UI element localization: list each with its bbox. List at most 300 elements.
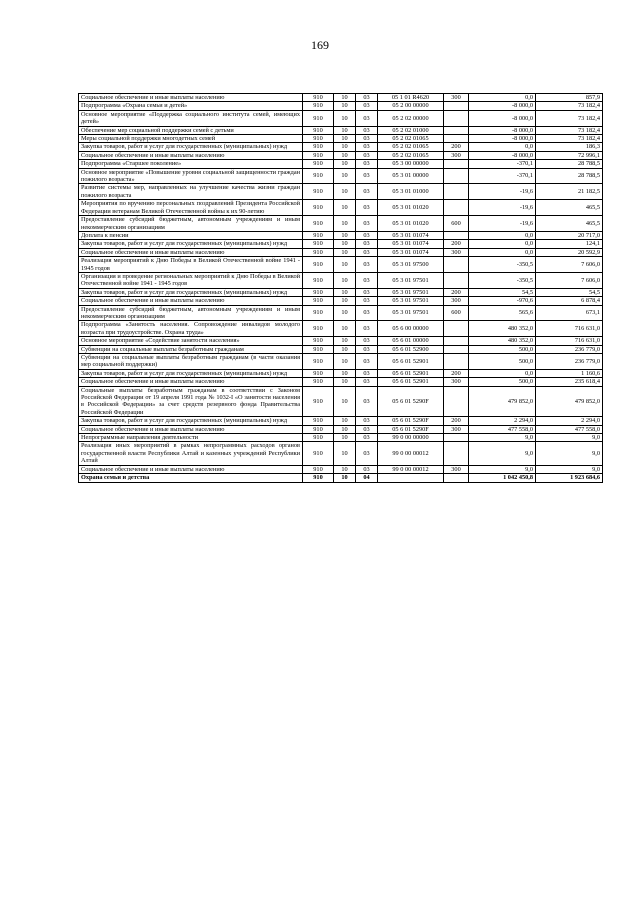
row-subsection-cell: 03 [356, 345, 378, 353]
row-name-cell: Закупка товаров, работ и услуг для государственных (муниципальных) нужд [79, 143, 303, 151]
row-target-article-cell: 05 3 01 01074 [378, 231, 444, 239]
table-row [79, 297, 603, 305]
row-target-article-cell: 99 0 00 00012 [378, 465, 444, 473]
row-glava-cell: 910 [303, 321, 334, 337]
row-subsection-cell: 03 [356, 102, 378, 110]
row-glava-cell: 910 [303, 168, 334, 184]
row-change-amount-cell: 500,0 [469, 345, 536, 353]
table-row [79, 288, 603, 296]
row-subsection-cell: 03 [356, 354, 378, 370]
row-target-article-cell: 05 6 01 52901 [378, 369, 444, 377]
row-total-amount-cell: 124,1 [536, 240, 603, 248]
row-section-cell: 10 [334, 135, 356, 143]
row-target-article-cell: 05 2 02 01065 [378, 151, 444, 159]
row-subsection-cell: 03 [356, 135, 378, 143]
row-name-cell: Меры социальной поддержки многодетных семей [79, 135, 303, 143]
row-subsection-cell: 03 [356, 110, 378, 126]
table-row [79, 425, 603, 433]
row-name-cell: Субвенции на социальные выплаты безработным гражданам [79, 345, 303, 353]
row-section-cell: 10 [334, 216, 356, 232]
row-name-cell: Социальное обеспечение и иные выплаты населению [79, 94, 303, 102]
table-row [79, 345, 603, 353]
row-expense-type-cell [444, 110, 469, 126]
row-name-cell: Основное мероприятие «Повышение уровня социальной защищенности граждан пожилого возраста» [79, 168, 303, 184]
row-glava-cell: 910 [303, 200, 334, 216]
row-name-cell: Доплата к пенсии [79, 231, 303, 239]
row-glava-cell: 910 [303, 94, 334, 102]
row-expense-type-cell [444, 160, 469, 168]
row-name-cell: Развитие системы мер, направленных на улучшение качества жизни граждан пожилого возраста [79, 184, 303, 200]
row-name-cell: Подпрограмма «Занятость населения. Сопровождение инвалидов молодого возраста при трудоустройстве. Охрана труда» [79, 321, 303, 337]
table-row [79, 305, 603, 321]
row-subsection-cell: 03 [356, 184, 378, 200]
row-change-amount-cell: -19,6 [469, 184, 536, 200]
budget-table-body [79, 94, 603, 483]
row-section-cell: 10 [334, 240, 356, 248]
row-name-cell: Социальное обеспечение и иные выплаты населению [79, 378, 303, 386]
row-glava-cell: 910 [303, 151, 334, 159]
row-glava-cell: 910 [303, 434, 334, 442]
row-total-amount-cell: 1 923 684,6 [536, 474, 603, 482]
row-glava-cell: 910 [303, 417, 334, 425]
row-expense-type-cell [444, 442, 469, 465]
row-expense-type-cell [444, 184, 469, 200]
row-section-cell: 10 [334, 94, 356, 102]
row-subsection-cell: 03 [356, 240, 378, 248]
row-subsection-cell: 03 [356, 305, 378, 321]
table-row [79, 231, 603, 239]
table-row [79, 337, 603, 345]
row-glava-cell: 910 [303, 231, 334, 239]
row-target-article-cell: 05 2 02 00000 [378, 110, 444, 126]
row-expense-type-cell [444, 321, 469, 337]
row-change-amount-cell: 9,0 [469, 465, 536, 473]
row-name-cell: Социальное обеспечение и иные выплаты населению [79, 248, 303, 256]
row-change-amount-cell: -8 000,0 [469, 135, 536, 143]
row-name-cell: Закупка товаров, работ и услуг для государственных (муниципальных) нужд [79, 417, 303, 425]
table-row [79, 257, 603, 273]
row-subsection-cell: 03 [356, 200, 378, 216]
row-section-cell: 10 [334, 369, 356, 377]
row-section-cell: 10 [334, 297, 356, 305]
row-total-amount-cell: 1 160,6 [536, 369, 603, 377]
row-glava-cell: 910 [303, 378, 334, 386]
row-glava-cell: 910 [303, 354, 334, 370]
row-glava-cell: 910 [303, 442, 334, 465]
row-change-amount-cell: 2 294,0 [469, 417, 536, 425]
row-change-amount-cell: 500,0 [469, 378, 536, 386]
row-change-amount-cell: -8 000,0 [469, 126, 536, 134]
row-section-cell: 10 [334, 102, 356, 110]
row-subsection-cell: 03 [356, 321, 378, 337]
row-target-article-cell: 05 6 01 52901 [378, 354, 444, 370]
row-change-amount-cell: 0,0 [469, 240, 536, 248]
row-target-article-cell: 05 2 02 01065 [378, 135, 444, 143]
page-number: 169 [311, 38, 329, 52]
table-row [79, 369, 603, 377]
row-target-article-cell: 05 6 01 5290F [378, 425, 444, 433]
row-total-amount-cell: 465,5 [536, 216, 603, 232]
row-change-amount-cell: 54,5 [469, 288, 536, 296]
row-glava-cell: 910 [303, 216, 334, 232]
row-expense-type-cell: 600 [444, 216, 469, 232]
row-total-amount-cell: 857,9 [536, 94, 603, 102]
row-total-amount-cell: 2 294,0 [536, 417, 603, 425]
row-total-amount-cell: 54,5 [536, 288, 603, 296]
row-glava-cell: 910 [303, 337, 334, 345]
row-section-cell: 10 [334, 474, 356, 482]
row-total-amount-cell: 73 182,4 [536, 110, 603, 126]
row-name-cell: Социальное обеспечение и иные выплаты населению [79, 465, 303, 473]
row-subsection-cell: 03 [356, 297, 378, 305]
row-glava-cell: 910 [303, 305, 334, 321]
row-section-cell: 10 [334, 434, 356, 442]
row-total-amount-cell: 9,0 [536, 434, 603, 442]
row-name-cell: Закупка товаров, работ и услуг для государственных (муниципальных) нужд [79, 288, 303, 296]
row-change-amount-cell: 479 852,0 [469, 386, 536, 417]
row-change-amount-cell: 500,0 [469, 354, 536, 370]
row-total-amount-cell: 9,0 [536, 465, 603, 473]
row-name-cell: Субвенции на социальные выплаты безработным гражданам (в части оказания мер социальной поддержки) [79, 354, 303, 370]
row-expense-type-cell [444, 126, 469, 134]
row-total-amount-cell: 20 592,9 [536, 248, 603, 256]
row-change-amount-cell: 1 042 450,8 [469, 474, 536, 482]
row-expense-type-cell: 300 [444, 297, 469, 305]
row-name-cell: Охрана семьи и детства [79, 474, 303, 482]
row-target-article-cell: 05 3 01 01074 [378, 248, 444, 256]
row-name-cell: Обеспечение мер социальной поддержки семей с детьми [79, 126, 303, 134]
row-change-amount-cell: -350,5 [469, 272, 536, 288]
row-total-amount-cell: 479 852,0 [536, 386, 603, 417]
row-target-article-cell: 05 3 01 97500 [378, 257, 444, 273]
table-row [79, 216, 603, 232]
row-target-article-cell: 05 2 02 01065 [378, 143, 444, 151]
row-change-amount-cell: 9,0 [469, 442, 536, 465]
row-name-cell: Закупка товаров, работ и услуг для государственных (муниципальных) нужд [79, 240, 303, 248]
table-row [79, 184, 603, 200]
row-glava-cell: 910 [303, 110, 334, 126]
row-subsection-cell: 03 [356, 442, 378, 465]
row-glava-cell: 910 [303, 257, 334, 273]
row-section-cell: 10 [334, 321, 356, 337]
row-change-amount-cell: -970,6 [469, 297, 536, 305]
table-row [79, 354, 603, 370]
row-section-cell: 10 [334, 337, 356, 345]
row-glava-cell: 910 [303, 160, 334, 168]
row-expense-type-cell [444, 337, 469, 345]
row-glava-cell: 910 [303, 240, 334, 248]
row-expense-type-cell [444, 345, 469, 353]
row-total-amount-cell: 72 996,1 [536, 151, 603, 159]
row-name-cell: Предоставление субсидий бюджетным, автономным учреждениям и иным некоммерческим организациям [79, 216, 303, 232]
row-expense-type-cell: 200 [444, 417, 469, 425]
table-row [79, 143, 603, 151]
row-target-article-cell: 05 3 01 97501 [378, 288, 444, 296]
row-subsection-cell: 03 [356, 257, 378, 273]
row-expense-type-cell [444, 386, 469, 417]
row-change-amount-cell: -8 000,0 [469, 110, 536, 126]
row-section-cell: 10 [334, 378, 356, 386]
table-row [79, 160, 603, 168]
row-target-article-cell: 05 2 00 00000 [378, 102, 444, 110]
row-expense-type-cell [444, 168, 469, 184]
row-subsection-cell: 03 [356, 143, 378, 151]
row-subsection-cell: 03 [356, 417, 378, 425]
row-change-amount-cell: 480 352,0 [469, 321, 536, 337]
row-total-amount-cell: 716 631,0 [536, 337, 603, 345]
row-name-cell: Организация и проведение региональных мероприятий к Дню Победы в Великой Отечественной войне 1941 - 1945 годов [79, 272, 303, 288]
row-subsection-cell: 03 [356, 369, 378, 377]
row-change-amount-cell: -370,1 [469, 160, 536, 168]
row-glava-cell: 910 [303, 297, 334, 305]
table-row [79, 378, 603, 386]
row-section-cell: 10 [334, 248, 356, 256]
row-section-cell: 10 [334, 288, 356, 296]
row-subsection-cell: 03 [356, 434, 378, 442]
row-target-article-cell: 05 3 01 01020 [378, 200, 444, 216]
table-row [79, 434, 603, 442]
row-total-amount-cell: 7 606,0 [536, 257, 603, 273]
row-change-amount-cell: 0,0 [469, 94, 536, 102]
row-section-cell: 10 [334, 386, 356, 417]
row-expense-type-cell: 300 [444, 151, 469, 159]
table-row [79, 386, 603, 417]
row-expense-type-cell: 600 [444, 305, 469, 321]
row-section-cell: 10 [334, 272, 356, 288]
row-section-cell: 10 [334, 168, 356, 184]
row-total-amount-cell: 6 878,4 [536, 297, 603, 305]
row-name-cell: Социальное обеспечение и иные выплаты населению [79, 297, 303, 305]
row-target-article-cell: 05 1 01 R4620 [378, 94, 444, 102]
row-name-cell: Социальные выплаты безработным гражданам в соответствии с Законом Российской Федерации от 19 апреля 1991 года № 1032-I «О занятости населения в Российской Федерации» за счет средств резервного фонда Правительства Российской Федерации [79, 386, 303, 417]
table-row [79, 200, 603, 216]
row-glava-cell: 910 [303, 248, 334, 256]
row-subsection-cell: 03 [356, 425, 378, 433]
row-expense-type-cell: 300 [444, 465, 469, 473]
row-expense-type-cell [444, 354, 469, 370]
row-expense-type-cell [444, 474, 469, 482]
row-change-amount-cell: -370,1 [469, 168, 536, 184]
row-expense-type-cell [444, 272, 469, 288]
row-change-amount-cell: 477 558,0 [469, 425, 536, 433]
row-total-amount-cell: 73 182,4 [536, 102, 603, 110]
row-expense-type-cell: 200 [444, 240, 469, 248]
row-target-article-cell: 05 3 01 00000 [378, 168, 444, 184]
row-target-article-cell: 05 2 02 01000 [378, 126, 444, 134]
table-row [79, 240, 603, 248]
table-row [79, 151, 603, 159]
row-section-cell: 10 [334, 417, 356, 425]
row-total-amount-cell: 7 606,0 [536, 272, 603, 288]
row-total-amount-cell: 186,3 [536, 143, 603, 151]
row-target-article-cell: 05 3 01 01074 [378, 240, 444, 248]
row-change-amount-cell: 0,0 [469, 248, 536, 256]
table-row [79, 248, 603, 256]
row-name-cell: Основное мероприятие «Содействие занятости населения» [79, 337, 303, 345]
row-total-amount-cell: 465,5 [536, 200, 603, 216]
row-target-article-cell: 99 0 00 00000 [378, 434, 444, 442]
table-row [79, 272, 603, 288]
table-row [79, 110, 603, 126]
row-glava-cell: 910 [303, 474, 334, 482]
row-target-article-cell: 05 6 01 52901 [378, 378, 444, 386]
row-target-article-cell: 05 3 01 01000 [378, 184, 444, 200]
row-glava-cell: 910 [303, 345, 334, 353]
row-section-cell: 10 [334, 200, 356, 216]
row-target-article-cell [378, 474, 444, 482]
row-target-article-cell: 05 3 01 97501 [378, 297, 444, 305]
row-section-cell: 10 [334, 425, 356, 433]
row-expense-type-cell: 200 [444, 143, 469, 151]
row-total-amount-cell: 28 788,5 [536, 160, 603, 168]
row-name-cell: Подпрограмма «Старшее поколение» [79, 160, 303, 168]
row-subsection-cell: 03 [356, 248, 378, 256]
table-total-row [79, 474, 603, 482]
row-expense-type-cell [444, 200, 469, 216]
row-section-cell: 10 [334, 151, 356, 159]
row-section-cell: 10 [334, 257, 356, 273]
row-glava-cell: 910 [303, 425, 334, 433]
row-section-cell: 10 [334, 354, 356, 370]
row-subsection-cell: 03 [356, 126, 378, 134]
row-section-cell: 10 [334, 465, 356, 473]
row-change-amount-cell: 0,0 [469, 369, 536, 377]
row-expense-type-cell [444, 434, 469, 442]
row-section-cell: 10 [334, 110, 356, 126]
table-row [79, 102, 603, 110]
row-name-cell: Реализация мероприятий к Дню Победы в Великой Отечественной войне 1941 - 1945 годов [79, 257, 303, 273]
row-target-article-cell: 05 3 01 01020 [378, 216, 444, 232]
table-row [79, 465, 603, 473]
row-section-cell: 10 [334, 184, 356, 200]
row-change-amount-cell: -8 000,0 [469, 102, 536, 110]
row-name-cell: Непрограммные направления деятельности [79, 434, 303, 442]
row-subsection-cell: 03 [356, 378, 378, 386]
row-expense-type-cell [444, 231, 469, 239]
row-change-amount-cell: 0,0 [469, 143, 536, 151]
row-name-cell: Закупка товаров, работ и услуг для государственных (муниципальных) нужд [79, 369, 303, 377]
row-expense-type-cell [444, 102, 469, 110]
row-subsection-cell: 03 [356, 160, 378, 168]
row-target-article-cell: 05 6 01 52900 [378, 345, 444, 353]
row-glava-cell: 910 [303, 143, 334, 151]
row-glava-cell: 910 [303, 288, 334, 296]
row-change-amount-cell: 9,0 [469, 434, 536, 442]
row-change-amount-cell: 0,0 [469, 231, 536, 239]
row-total-amount-cell: 73 182,4 [536, 126, 603, 134]
row-glava-cell: 910 [303, 465, 334, 473]
row-target-article-cell: 05 6 01 5290F [378, 417, 444, 425]
row-total-amount-cell: 716 631,0 [536, 321, 603, 337]
row-subsection-cell: 03 [356, 386, 378, 417]
row-section-cell: 10 [334, 442, 356, 465]
row-target-article-cell: 99 0 00 00012 [378, 442, 444, 465]
row-total-amount-cell: 235 618,4 [536, 378, 603, 386]
row-subsection-cell: 03 [356, 168, 378, 184]
row-name-cell: Подпрограмма «Охрана семьи и детей» [79, 102, 303, 110]
table-row [79, 135, 603, 143]
table-row [79, 126, 603, 134]
row-glava-cell: 910 [303, 272, 334, 288]
row-name-cell: Предоставление субсидий бюджетным, автономным учреждениям и иным некоммерческим организациям [79, 305, 303, 321]
row-change-amount-cell: -8 000,0 [469, 151, 536, 159]
row-total-amount-cell: 9,0 [536, 442, 603, 465]
row-expense-type-cell [444, 257, 469, 273]
row-expense-type-cell: 300 [444, 378, 469, 386]
row-target-article-cell: 05 3 01 97501 [378, 272, 444, 288]
row-expense-type-cell: 200 [444, 288, 469, 296]
row-target-article-cell: 05 6 01 5290F [378, 386, 444, 417]
row-total-amount-cell: 236 779,0 [536, 354, 603, 370]
row-name-cell: Социальное обеспечение и иные выплаты населению [79, 151, 303, 159]
row-target-article-cell: 05 6 00 00000 [378, 321, 444, 337]
row-target-article-cell: 05 3 00 00000 [378, 160, 444, 168]
row-glava-cell: 910 [303, 184, 334, 200]
row-total-amount-cell: 20 717,0 [536, 231, 603, 239]
budget-table [78, 93, 603, 483]
row-total-amount-cell: 477 558,0 [536, 425, 603, 433]
row-section-cell: 10 [334, 305, 356, 321]
row-total-amount-cell: 28 788,5 [536, 168, 603, 184]
row-glava-cell: 910 [303, 102, 334, 110]
row-name-cell: Основное мероприятие «Поддержка социального института семей, имеющих детей» [79, 110, 303, 126]
row-change-amount-cell: 565,6 [469, 305, 536, 321]
row-total-amount-cell: 73 182,4 [536, 135, 603, 143]
row-total-amount-cell: 236 779,0 [536, 345, 603, 353]
row-target-article-cell: 05 6 01 00000 [378, 337, 444, 345]
row-section-cell: 10 [334, 345, 356, 353]
row-name-cell: Реализация иных мероприятий в рамках непрограммных расходов органов государственной власти Республики Алтай и казенных учреждений Республики Алтай [79, 442, 303, 465]
row-name-cell: Мероприятия по вручению персональных поздравлений Президента Российской Федерации ветеранам Великой Отечественной войны к их 90-летию [79, 200, 303, 216]
table-row [79, 94, 603, 102]
row-section-cell: 10 [334, 160, 356, 168]
row-name-cell: Социальное обеспечение и иные выплаты населению [79, 425, 303, 433]
row-section-cell: 10 [334, 143, 356, 151]
row-change-amount-cell: 480 352,0 [469, 337, 536, 345]
row-section-cell: 10 [334, 231, 356, 239]
row-expense-type-cell: 300 [444, 94, 469, 102]
row-glava-cell: 910 [303, 126, 334, 134]
row-change-amount-cell: -19,6 [469, 200, 536, 216]
table-row [79, 321, 603, 337]
row-subsection-cell: 03 [356, 465, 378, 473]
row-subsection-cell: 04 [356, 474, 378, 482]
row-total-amount-cell: 21 182,5 [536, 184, 603, 200]
row-expense-type-cell: 200 [444, 369, 469, 377]
row-expense-type-cell [444, 135, 469, 143]
row-subsection-cell: 03 [356, 151, 378, 159]
row-subsection-cell: 03 [356, 272, 378, 288]
row-target-article-cell: 05 3 01 97501 [378, 305, 444, 321]
row-subsection-cell: 03 [356, 337, 378, 345]
row-expense-type-cell: 300 [444, 248, 469, 256]
row-total-amount-cell: 673,1 [536, 305, 603, 321]
row-glava-cell: 910 [303, 369, 334, 377]
row-glava-cell: 910 [303, 135, 334, 143]
table-row [79, 168, 603, 184]
table-row [79, 417, 603, 425]
row-glava-cell: 910 [303, 386, 334, 417]
row-change-amount-cell: -350,5 [469, 257, 536, 273]
row-expense-type-cell: 300 [444, 425, 469, 433]
row-subsection-cell: 03 [356, 94, 378, 102]
row-section-cell: 10 [334, 126, 356, 134]
table-row [79, 442, 603, 465]
row-subsection-cell: 03 [356, 231, 378, 239]
row-subsection-cell: 03 [356, 288, 378, 296]
row-change-amount-cell: -19,6 [469, 216, 536, 232]
row-subsection-cell: 03 [356, 216, 378, 232]
